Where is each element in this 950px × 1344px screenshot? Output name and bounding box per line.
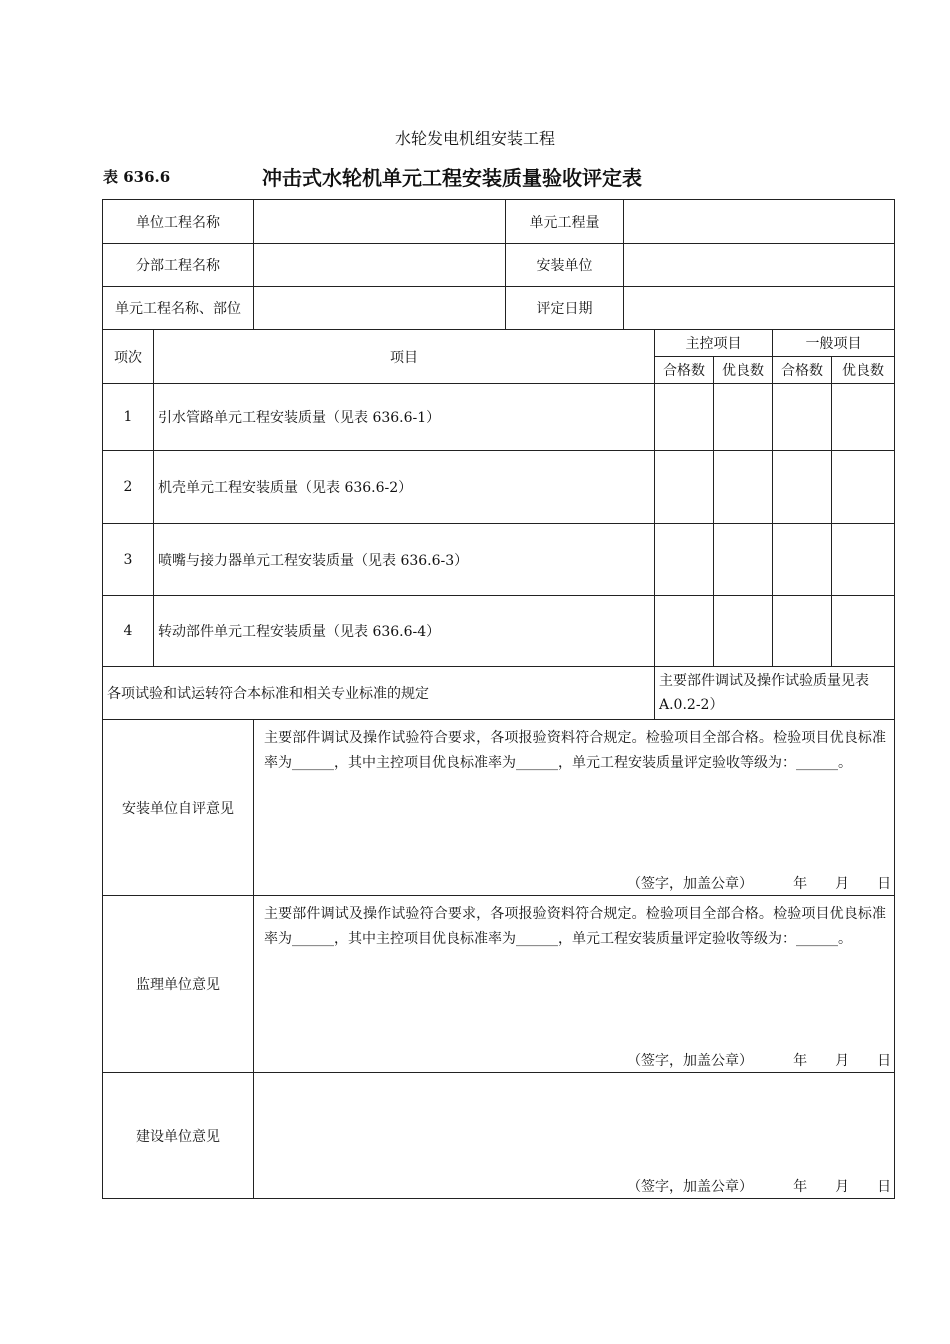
main-qualified-cell[interactable]	[655, 451, 714, 524]
unit-project-name-field[interactable]	[254, 200, 506, 244]
item-number: 4	[103, 596, 154, 667]
signature-line	[627, 873, 891, 893]
main-excellent-cell[interactable]	[714, 524, 773, 596]
main-excellent-cell[interactable]	[714, 451, 773, 524]
item-header: 项目	[154, 330, 655, 384]
general-excellent-cell[interactable]	[832, 524, 895, 596]
evaluation-table	[102, 199, 895, 1199]
sign-label: （签字，加盖公章）	[627, 1179, 754, 1195]
unit-project-name-label: 单位工程名称	[103, 200, 254, 244]
column-header-row	[103, 330, 895, 357]
supervision-opinion-text: 主要部件调试及操作试验符合要求，各项报验资料符合规定。检验项目全部合格。检验项目优良标准率为______，其中主控项目优良标准率为______，单元工程安装质量评定验收等级为：______。	[264, 906, 887, 947]
sign-label: （签字，加盖公章）	[627, 876, 754, 892]
supervision-opinion-label: 监理单位意见	[103, 896, 254, 1073]
main-excellent-cell[interactable]	[714, 384, 773, 451]
test-requirement: 各项试验和试运转符合本标准和相关专业标准的规定	[103, 667, 655, 720]
info-row	[103, 287, 895, 330]
test-reference: 主要部件调试及操作试验质量见表 A.0.2-2）	[655, 667, 895, 720]
sub-project-name-label: 分部工程名称	[103, 244, 254, 287]
month-label: 月	[835, 876, 850, 892]
info-row	[103, 200, 895, 244]
year-label: 年	[793, 1053, 808, 1069]
install-opinion-cell[interactable]	[254, 720, 895, 896]
day-label: 日	[877, 1053, 892, 1069]
test-row	[103, 667, 895, 720]
general-header: 一般项目	[773, 330, 895, 357]
unit-quantity-field[interactable]	[624, 200, 895, 244]
table-row	[103, 524, 895, 596]
sign-label: （签字，加盖公章）	[627, 1053, 754, 1069]
signature-line	[627, 1176, 891, 1196]
main-qualified-cell[interactable]	[655, 524, 714, 596]
general-excellent-header: 优良数	[832, 357, 895, 384]
supervision-opinion-row	[103, 896, 895, 1073]
table-row	[103, 451, 895, 524]
item-name: 引水管路单元工程安装质量（见表 636.6-1）	[154, 384, 655, 451]
install-opinion-text: 主要部件调试及操作试验符合要求，各项报验资料符合规定。检验项目全部合格。检验项目优良标准率为______，其中主控项目优良标准率为______，单元工程安装质量评定验收等级为：______。	[264, 730, 887, 771]
unit-quantity-label: 单元工程量	[506, 200, 624, 244]
general-qualified-cell[interactable]	[773, 384, 832, 451]
table-number: 表 636.6	[103, 168, 171, 186]
install-opinion-row	[103, 720, 895, 896]
info-row	[103, 244, 895, 287]
install-unit-field[interactable]	[624, 244, 895, 287]
item-name: 喷嘴与接力器单元工程安装质量（见表 636.6-3）	[154, 524, 655, 596]
supervision-opinion-cell[interactable]	[254, 896, 895, 1073]
main-qualified-header: 合格数	[655, 357, 714, 384]
year-label: 年	[793, 876, 808, 892]
item-number: 2	[103, 451, 154, 524]
general-qualified-cell[interactable]	[773, 596, 832, 667]
element-name-field[interactable]	[254, 287, 506, 330]
install-unit-label: 安装单位	[506, 244, 624, 287]
general-excellent-cell[interactable]	[832, 596, 895, 667]
sub-project-name-field[interactable]	[254, 244, 506, 287]
signature-line	[627, 1050, 891, 1070]
owner-opinion-cell[interactable]	[254, 1073, 895, 1199]
year-label: 年	[793, 1179, 808, 1195]
install-opinion-label: 安装单位自评意见	[103, 720, 254, 896]
month-label: 月	[835, 1053, 850, 1069]
eval-date-label: 评定日期	[506, 287, 624, 330]
page-title: 冲击式水轮机单元工程安装质量验收评定表	[262, 166, 642, 190]
item-number: 1	[103, 384, 154, 451]
project-category: 水轮发电机组安装工程	[394, 129, 555, 148]
owner-opinion-label: 建设单位意见	[103, 1073, 254, 1199]
main-qualified-cell[interactable]	[655, 384, 714, 451]
day-label: 日	[877, 1179, 892, 1195]
eval-date-field[interactable]	[624, 287, 895, 330]
item-name: 机壳单元工程安装质量（见表 636.6-2）	[154, 451, 655, 524]
main-qualified-cell[interactable]	[655, 596, 714, 667]
general-qualified-cell[interactable]	[773, 524, 832, 596]
table-row	[103, 596, 895, 667]
table-row	[103, 384, 895, 451]
index-header: 项次	[103, 330, 154, 384]
element-name-label: 单元工程名称、部位	[103, 287, 254, 330]
general-excellent-cell[interactable]	[832, 384, 895, 451]
main-excellent-cell[interactable]	[714, 596, 773, 667]
general-qualified-cell[interactable]	[773, 451, 832, 524]
main-control-header: 主控项目	[655, 330, 773, 357]
owner-opinion-row	[103, 1073, 895, 1199]
main-excellent-header: 优良数	[714, 357, 773, 384]
month-label: 月	[835, 1179, 850, 1195]
general-excellent-cell[interactable]	[832, 451, 895, 524]
general-qualified-header: 合格数	[773, 357, 832, 384]
item-name: 转动部件单元工程安装质量（见表 636.6-4）	[154, 596, 655, 667]
item-number: 3	[103, 524, 154, 596]
day-label: 日	[877, 876, 892, 892]
